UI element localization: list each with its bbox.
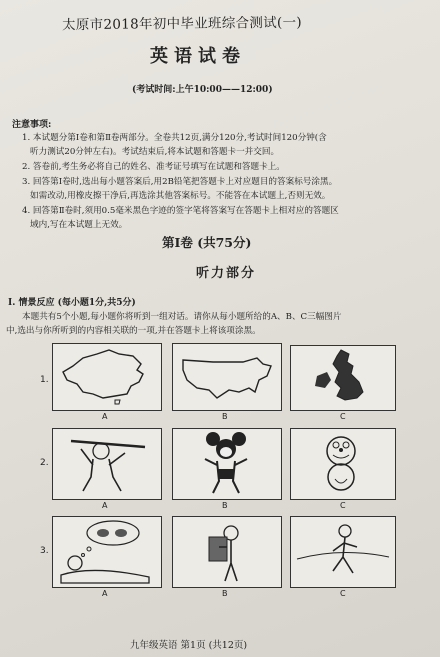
mickey-mouse-icon <box>173 429 281 499</box>
exam-time: (考试时间:上午10:00——12:00) <box>132 85 273 95</box>
exam-title: 英语试卷 <box>150 46 246 67</box>
option-image-box <box>172 428 282 500</box>
page-footer: 九年级英语 第1页 (共12页) <box>130 640 248 651</box>
option-image-box <box>172 516 282 588</box>
item-number: 3. <box>40 546 49 556</box>
notes-heading: 注意事项: <box>12 120 52 130</box>
option-label: C <box>340 501 346 510</box>
note-line: 如需改动,用橡皮擦干净后,再选涂其他答案标号。不能答在本试题上,否则无效。 <box>30 191 331 201</box>
note-line: 2. 答卷前,考生务必将自己的姓名、准考证号填写在试题和答题卡上。 <box>22 162 285 172</box>
reading-book-icon <box>173 517 281 587</box>
option-label: B <box>222 412 228 421</box>
sleeping-counting-sheep-icon <box>53 517 161 587</box>
monkey-king-icon <box>53 429 161 499</box>
instruction-line: 中,选出与你所听到的内容相关联的一项,并在答题卡上将该项涂黑。 <box>6 326 261 336</box>
option-label: A <box>102 412 108 421</box>
option-image-box <box>52 428 162 500</box>
option-label: B <box>222 589 228 598</box>
option-image-box <box>52 516 162 588</box>
option-image-box <box>52 343 162 411</box>
exam-header: 太原市2018年初中毕业班综合测试(一) <box>61 14 302 34</box>
uk-map-icon <box>291 346 395 410</box>
volume-heading: 第Ⅰ卷 (共75分) <box>162 235 252 250</box>
option-label: C <box>340 412 346 421</box>
section-heading: 听力部分 <box>196 266 257 281</box>
note-line: 域内,写在本试题上无效。 <box>30 220 128 230</box>
china-map-icon <box>53 344 161 410</box>
note-line: 听力测试20分钟左右)。考试结束后,将本试题和答题卡一并交回。 <box>30 147 280 157</box>
item-number: 1. <box>40 375 49 385</box>
option-label: A <box>102 589 108 598</box>
doraemon-icon <box>291 429 395 499</box>
option-image-box <box>290 345 396 411</box>
option-image-box <box>172 343 282 411</box>
option-label: A <box>102 501 108 510</box>
option-image-box <box>290 516 396 588</box>
option-label: B <box>222 501 228 510</box>
note-line: 1. 本试题分第Ⅰ卷和第Ⅱ卷两部分。全卷共12页,满分120分,考试时间120分钟(含 <box>22 133 327 143</box>
option-image-box <box>290 428 396 500</box>
usa-map-icon <box>173 344 281 410</box>
option-label: C <box>340 589 346 598</box>
note-line: 3. 回答第Ⅰ卷时,选出每小题答案后,用2B铅笔把答题卡上对应题目的答案标号涂黑。 <box>22 177 338 187</box>
instruction-line: 本题共有5个小题,每小题你将听到一组对话。请你从每小题所给的A、B、C三幅图片 <box>22 312 342 322</box>
note-line: 4. 回答第Ⅱ卷时,须用0.5毫米黑色字迹的签字笔将答案写在答题卡上相对应的答题区 <box>22 206 339 216</box>
item-number: 2. <box>40 458 49 468</box>
running-boy-icon <box>291 517 395 587</box>
question-heading: Ⅰ. 情景反应 (每小题1分,共5分) <box>8 298 136 308</box>
